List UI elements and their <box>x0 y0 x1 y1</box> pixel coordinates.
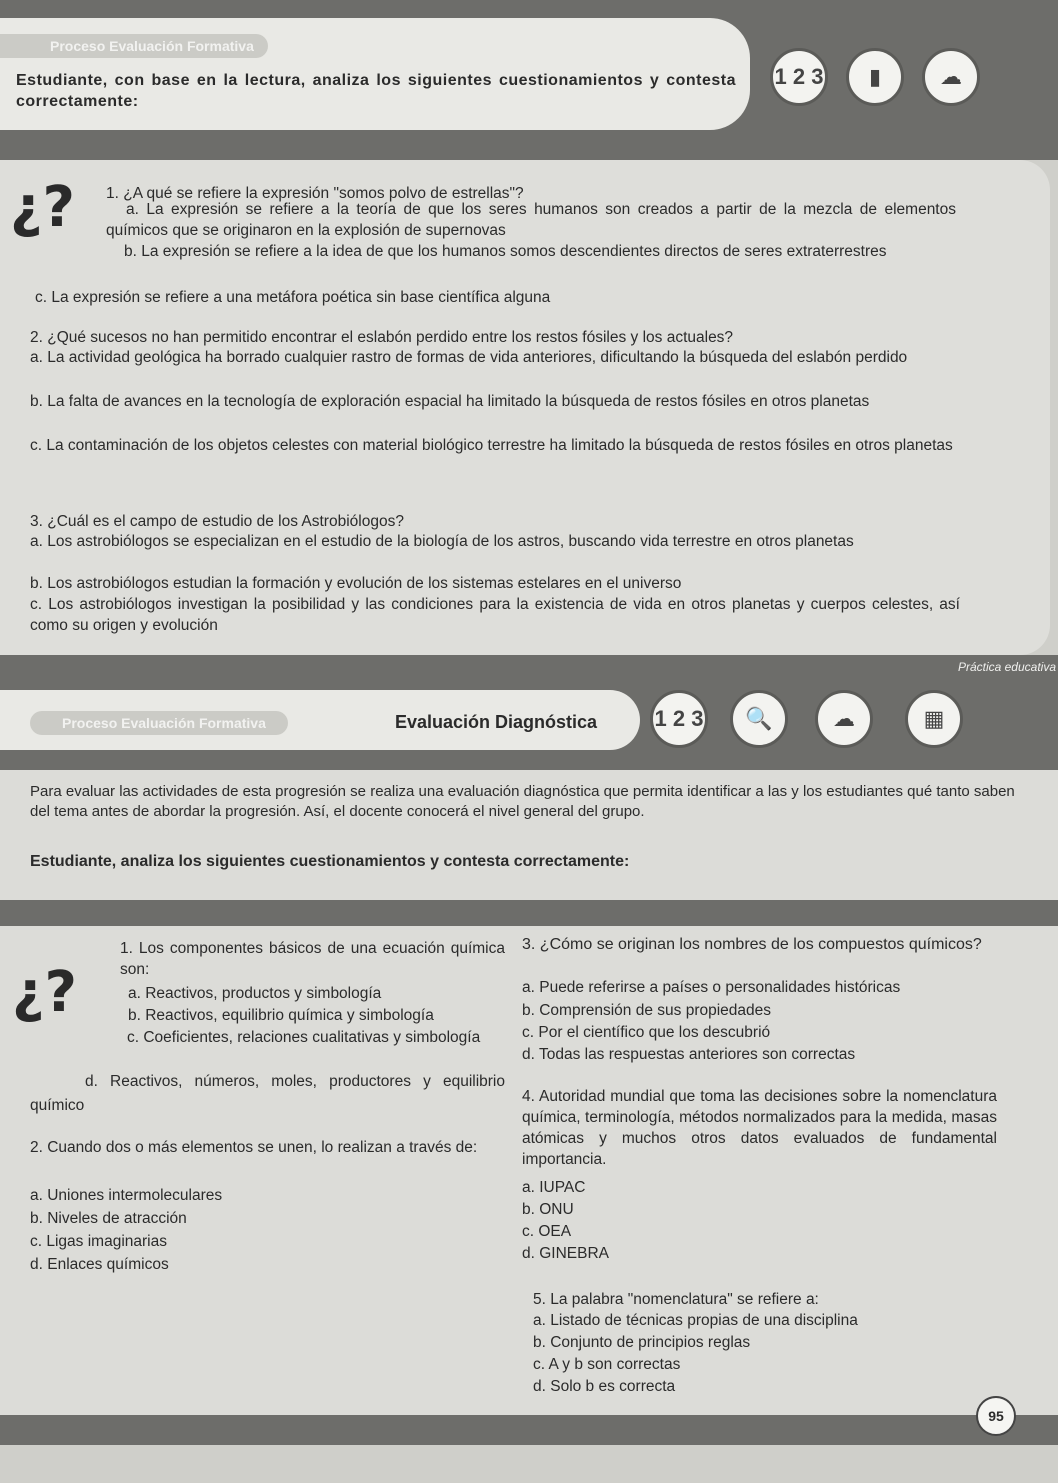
d1-option-d: d. Reactivos, números, moles, productores y equilibrio químico <box>30 1073 505 1114</box>
d4-option-a: a. IUPAC <box>522 1179 586 1196</box>
d4-option-b: b. ONU <box>522 1201 574 1218</box>
magnifier-icon: 🔍 <box>730 690 788 748</box>
second-instruction: Estudiante, analiza los siguientes cuestionamientos y contesta correctamente: <box>30 853 630 870</box>
d1-option-a: a. Reactivos, productos y simbología <box>128 985 382 1002</box>
d3-option-d: d. Todas las respuestas anteriores son correctas <box>522 1046 856 1063</box>
d5-option-c: c. A y b son correctas <box>533 1356 681 1373</box>
d3-option-b: b. Comprensión de sus propiedades <box>522 1002 772 1019</box>
d3-option-c: c. Por el científico que los descubrió <box>522 1024 771 1041</box>
q3-question: 3. ¿Cuál es el campo de estudio de los Astrobiólogos? <box>30 513 404 530</box>
q3-option-b: b. Los astrobiólogos estudian la formación y evolución de los sistemas estelares en el universo <box>30 575 682 592</box>
q2-question: 2. ¿Qué sucesos no han permitido encontrar el eslabón perdido entre los restos fósiles y los actuales? <box>30 329 734 346</box>
teacher-icon: ▦ <box>905 690 963 748</box>
brain-icon-2: ☁ <box>815 690 873 748</box>
d3-question: 3. ¿Cómo se originan los nombres de los compuestos químicos? <box>522 936 982 953</box>
q2-option-c: c. La contaminación de los objetos celestes con material biológico terrestre ha limitado la búsqueda de restos fósiles en otros planetas <box>30 437 953 454</box>
d1-option-b: b. Reactivos, equilibrio química y simbología <box>128 1007 434 1024</box>
practice-label: Práctica educativa <box>957 660 1056 674</box>
q3-option-a: a. Los astrobiólogos se especializan en el estudio de la biología de los astros, buscando vida terrestre en otros planetas <box>30 533 854 550</box>
d2-option-c: c. Ligas imaginarias <box>30 1233 167 1250</box>
d2-option-a: a. Uniones intermoleculares <box>30 1187 223 1204</box>
top-tab: Proceso Evaluación Formativa <box>0 34 268 58</box>
q1-option-a: a. La expresión se refiere a la teoría de que los seres humanos son creados a partir de la mezcla de elementos químicos que se originaron en la explosión de supernovas <box>106 201 956 239</box>
brain-icon: ☁ <box>922 48 980 106</box>
bottom-band <box>0 1415 1058 1445</box>
d5-option-d: d. Solo b es correcta <box>533 1378 676 1395</box>
second-tab: Proceso Evaluación Formativa <box>30 711 288 735</box>
third-band <box>0 900 1058 926</box>
d1-question: 1. Los componentes básicos de una ecuación química son: <box>120 940 505 978</box>
q2-option-b: b. La falta de avances en la tecnología de exploración espacial ha limitado la búsqueda de restos fósiles en otros planetas <box>30 393 870 410</box>
d4-option-d: d. GINEBRA <box>522 1245 609 1262</box>
q1-option-b: b. La expresión se refiere a la idea de que los humanos somos descendientes directos de seres extraterrestres <box>124 243 887 260</box>
question-mark-icon-2: ¿? <box>12 960 77 1025</box>
d5-option-b: b. Conjunto de principios reglas <box>533 1334 751 1351</box>
d2-option-d: d. Enlaces químicos <box>30 1256 169 1273</box>
q3-option-c: c. Los astrobiólogos investigan la posibilidad y las condiciones para la existencia de vida en otros planetas y cuerpos celestes, así como su origen y evolución <box>30 596 960 634</box>
d4-question: 4. Autoridad mundial que toma las decisiones sobre la nomenclatura química, terminología, métodos normalizados para la medida, masas atómicas y muchos otros datos evaluados de fundamental importancia. <box>522 1088 997 1168</box>
d1-option-c: c. Coeficientes, relaciones cualitativas y simbología <box>127 1029 481 1046</box>
intro-paragraph: Para evaluar las actividades de esta progresión se realiza una evaluación diagnóstica que permita identificar a las y los estudiantes qué tanto saben del tema antes de abordar la progresión. Así, el docente conocerá el nivel general del grupo. <box>30 783 1015 820</box>
d4-option-c: c. OEA <box>522 1223 572 1240</box>
d2-question: 2. Cuando dos o más elementos se unen, lo realizan a través de: <box>30 1139 478 1156</box>
top-instruction: Estudiante, con base en la lectura, analiza los siguientes cuestionamientos y contesta correctamente: <box>16 72 736 110</box>
d3-option-a: a. Puede referirse a países o personalidades históricas <box>522 979 901 996</box>
d2-option-b: b. Niveles de atracción <box>30 1210 187 1227</box>
diagnostic-title: Evaluación Diagnóstica <box>395 712 598 732</box>
d5-question: 5. La palabra "nomenclatura" se refiere a: <box>533 1291 819 1308</box>
q1-option-c: c. La expresión se refiere a una metáfora poética sin base científica alguna <box>35 289 551 306</box>
book-icon: ▮ <box>846 48 904 106</box>
d5-option-a: a. Listado de técnicas propias de una disciplina <box>533 1312 858 1329</box>
q1-question: 1. ¿A qué se refiere la expresión "somos polvo de estrellas"? <box>106 185 524 202</box>
numbers-icon: 1 2 3 <box>770 48 828 106</box>
page-number: 95 <box>976 1396 1016 1436</box>
q2-option-a: a. La actividad geológica ha borrado cualquier rastro de formas de vida anteriores, dificultando la búsqueda del eslabón perdido <box>30 349 908 366</box>
question-mark-icon: ¿? <box>10 175 75 240</box>
numbers-icon-2: 1 2 3 <box>650 690 708 748</box>
